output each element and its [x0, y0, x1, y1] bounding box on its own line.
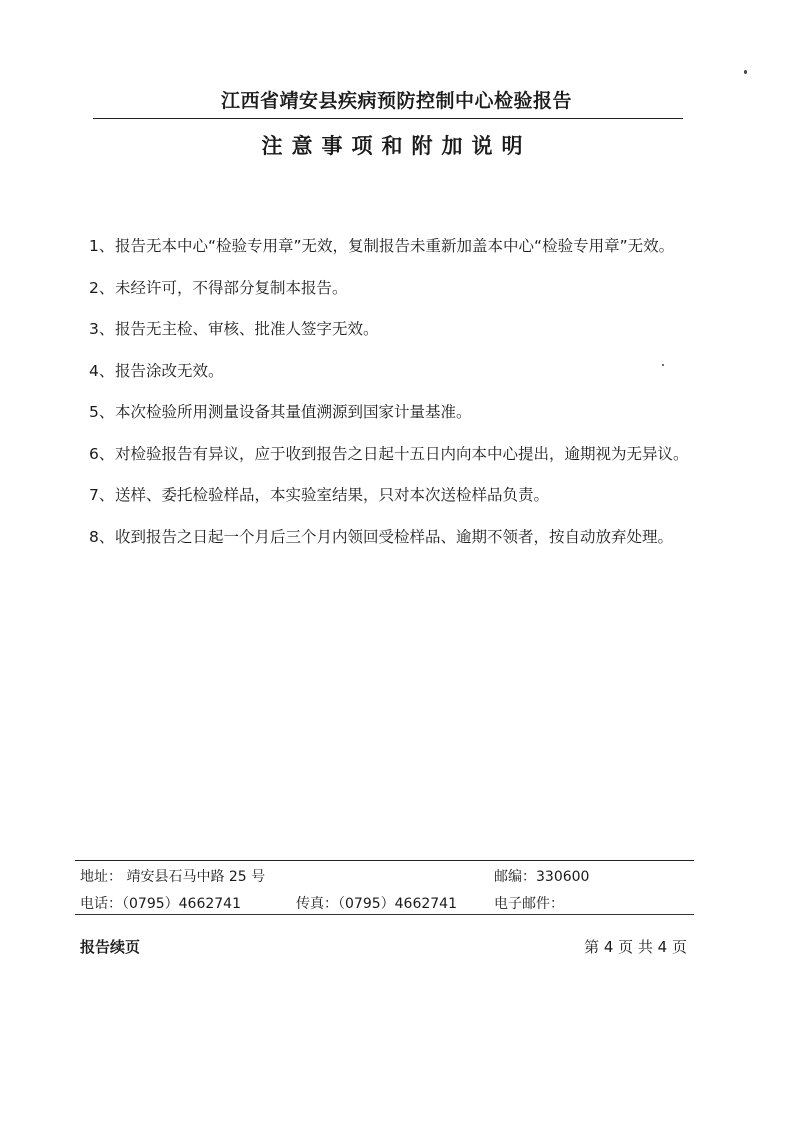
notice-list [89, 226, 699, 558]
notice-number: 2、 [89, 278, 115, 297]
notice-text: 报告无本中心“检验专用章”无效，复制报告未重新加盖本中心“检验专用章”无效。 [115, 237, 675, 255]
organization-title: 江西省靖安县疾病预防控制中心检验报告 [220, 90, 572, 112]
footer-fax: 传真：（0795）4662741 [296, 896, 457, 912]
notice-item [89, 351, 699, 393]
notice-text: 未经许可，不得部分复制本报告。 [115, 278, 348, 297]
footer-contact-row [80, 866, 692, 888]
notice-item [89, 268, 699, 310]
notice-text: 报告涂改无效。 [115, 361, 224, 380]
notice-item [89, 475, 699, 517]
notice-item [89, 517, 699, 559]
notice-number: 1、 [89, 237, 115, 255]
footer-contact-row [80, 893, 692, 915]
footer-phone: 电话：（0795）4662741 [80, 896, 241, 912]
notice-item [89, 226, 699, 268]
notice-number: 5、 [89, 403, 115, 421]
footer-postcode: 邮编：330600 [494, 869, 590, 885]
notice-text: 送样、委托检验样品，本实验室结果，只对本次送检样品负责。 [115, 486, 550, 504]
continuation-label: 报告续页 [80, 938, 141, 956]
notice-number: 4、 [89, 361, 115, 380]
page-number: 第 4 页 共 4 页 [584, 938, 687, 956]
footer-divider [75, 860, 694, 861]
title-divider [93, 118, 683, 119]
notice-number: 7、 [89, 486, 115, 504]
notice-text: 本次检验所用测量设备其量值溯源到国家计量基准。 [115, 403, 472, 421]
section-title: 注意事项和附加说明 [261, 134, 532, 158]
notice-text: 收到报告之日起一个月后三个月内领回受检样品、逾期不领者，按自动放弃处理。 [115, 527, 674, 546]
notice-item [89, 392, 699, 434]
notice-number: 3、 [89, 320, 115, 338]
scan-speck [744, 70, 747, 74]
footer-email: 电子邮件： [494, 896, 564, 912]
notice-number: 8、 [89, 527, 115, 546]
notice-text: 对检验报告有异议，应于收到报告之日起十五日内向本中心提出，逾期视为无异议。 [115, 444, 689, 463]
notice-item [89, 434, 699, 476]
footer-bottom-divider [75, 914, 694, 915]
notice-text: 报告无主检、审核、批准人签字无效。 [115, 320, 379, 338]
notice-item [89, 309, 699, 351]
footer-address: 地址： 靖安县石马中路 25 号 [80, 869, 266, 885]
notice-number: 6、 [89, 444, 115, 463]
